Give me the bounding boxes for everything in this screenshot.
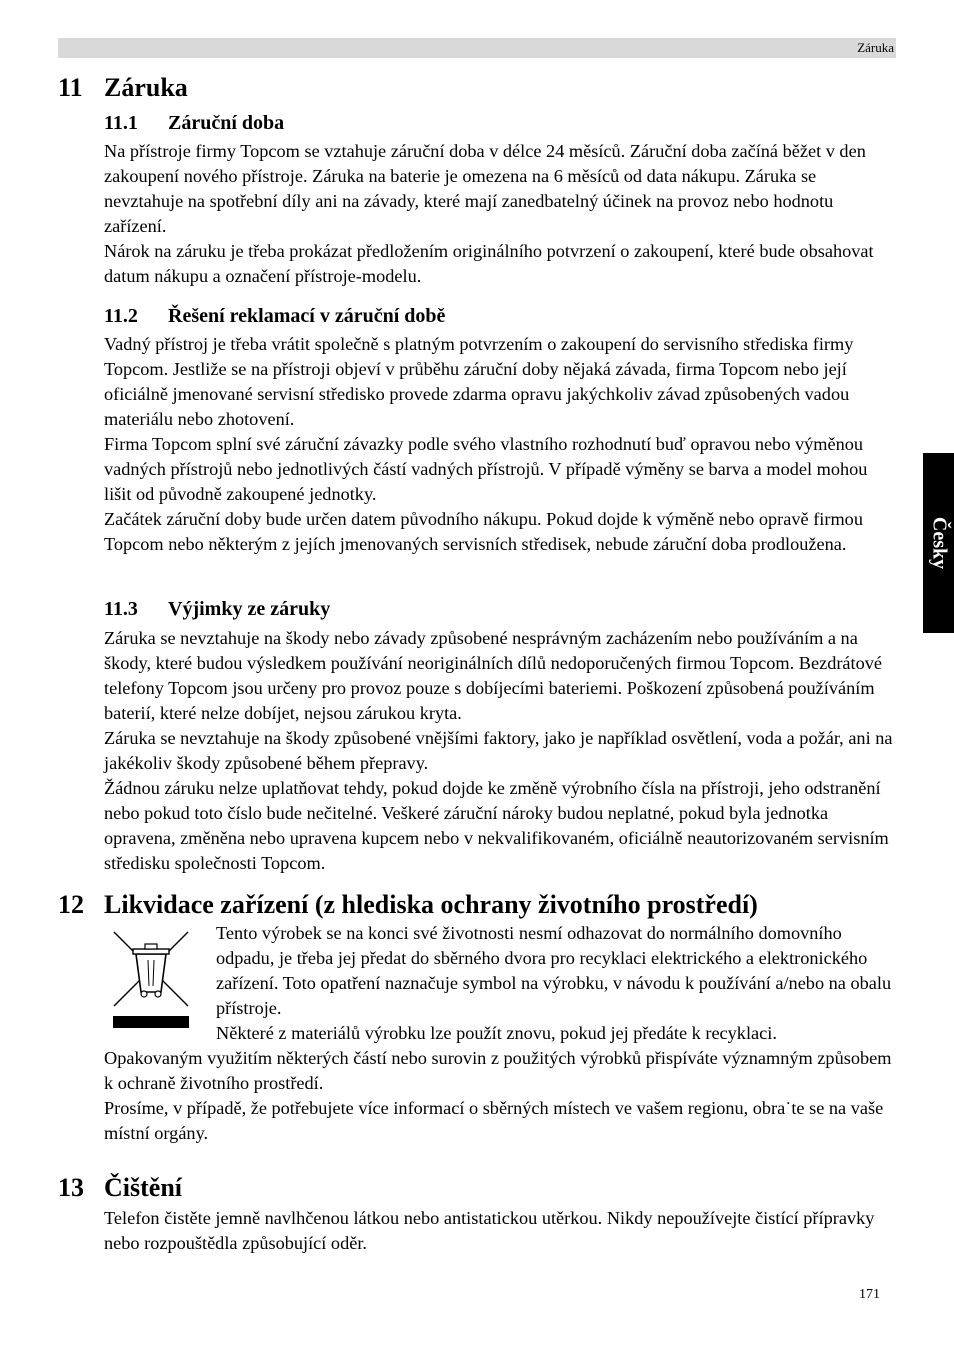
header-title: Záruka <box>857 40 894 55</box>
paragraph: Firma Topcom splní své záruční závazky podle svého vlastního rozhodnutí buď opravou nebo výměnou vadných přístrojů nebo jednotlivých částí vadných přístrojů. V případě výměny se barva a model mohou lišit od původně zakoupené jednotky. <box>104 434 868 504</box>
section-12-heading <box>58 890 758 920</box>
weee-crossed-bin-icon <box>112 930 190 1030</box>
paragraph: Začátek záruční doby bude určen datem původního nákupu. Pokud dojde k výměně nebo opravě firmou Topcom nebo některým z jejích jmenovaných servisních středisek, nebude záruční doba prodloužena. <box>104 509 863 554</box>
section-number: 11 <box>58 73 83 102</box>
subsection-number: 11.2 <box>104 305 138 327</box>
section-number: 12 <box>58 890 84 919</box>
section-11-1-heading <box>104 112 284 135</box>
section-11-heading <box>58 73 188 103</box>
paragraph: Záruka se nevztahuje na škody nebo závady způsobené nesprávným zacházením nebo používáním a na škody, které budou výsledkem používání neoriginálních dílů nedoporučených firmou Topcom. Bezdrátové telefony Topcom jsou určeny pro provoz pouze s dobíjecími bateriemi. Poškození způsobená používáním baterií, které nelze dobíjet, nejsou zárukou kryta. <box>104 628 883 723</box>
language-side-tab <box>923 453 954 633</box>
section-title: Čištění <box>104 1173 182 1202</box>
section-12-body-beside-icon <box>216 921 896 1046</box>
paragraph: Záruka se nevztahuje na škody způsobené vnějšími faktory, jako je například osvětlení, voda a požár, ani na jakékoliv škody způsobené během přepravy. <box>104 728 893 773</box>
section-11-1-body <box>104 139 896 289</box>
section-11-2-body <box>104 332 896 557</box>
paragraph: Telefon čistěte jemně navlhčenou látkou nebo antistatickou utěrkou. Nikdy nepoužívejte čistící přípravky nebo rozpouštědla způsobující oděr. <box>104 1208 875 1253</box>
paragraph: Opakovaným využitím některých částí nebo surovin z použitých výrobků přispíváte významným způsobem k ochraně životního prostředí. <box>104 1048 892 1093</box>
subsection-number: 11.3 <box>104 598 138 620</box>
section-11-3-heading <box>104 598 330 621</box>
subsection-title: Výjimky ze záruky <box>168 598 331 620</box>
paragraph: Žádnou záruku nelze uplatňovat tehdy, pokud dojde ke změně výrobního čísla na přístroji, jeho odstranění nebo pokud toto číslo bude nečitelné. Veškeré záruční nároky budou neplatné, pokud byla jednotka opravena, změněna nebo upravena kupcem nebo v nekvalifikovaném, oficiálně neautorizovaném servisním středisku společnosti Topcom. <box>104 778 889 873</box>
paragraph: Tento výrobek se na konci své životnosti nesmí odhazovat do normálního domovního odpadu, je třeba jej předat do sběrného dvora pro recyklaci elektrického a elektronického zařízení. Toto opatření naznačuje symbol na výrobku, v návodu k používání a/nebo na obalu přístroje. <box>216 923 892 1018</box>
section-number: 13 <box>58 1173 84 1202</box>
paragraph: Vadný přístroj je třeba vrátit společně s platným potvrzením o zakoupení do servisního střediska firmy Topcom. Jestliže se na přístroji objeví v průběhu záruční doby nějaká závada, firma Topcom nebo její oficiálně jmenované servisní středisko provede zdarma opravu jakýchkoliv závad způsobených vadou materiálu nebo zhotovení. <box>104 334 854 429</box>
section-title: Likvidace zařízení (z hlediska ochrany životního prostředí) <box>104 890 758 919</box>
subsection-title: Řešení reklamací v záruční době <box>168 305 446 327</box>
header-bar <box>58 38 896 58</box>
page-number: 171 <box>859 1287 880 1302</box>
section-13-heading <box>58 1173 182 1203</box>
section-12-body <box>104 1046 896 1146</box>
subsection-title: Záruční doba <box>168 112 285 134</box>
paragraph: Některé z materiálů výrobku lze použít znovu, pokud jej předáte k recyklaci. <box>216 1023 777 1043</box>
section-title: Záruka <box>104 73 188 102</box>
language-tab-label: Česky <box>928 516 950 570</box>
paragraph: Nárok na záruku je třeba prokázat předložením originálního potvrzení o zakoupení, které bude obsahovat datum nákupu a označení přístroje-modelu. <box>104 241 874 286</box>
section-11-3-body <box>104 626 896 876</box>
paragraph: Prosíme, v případě, že potřebujete více informací o sběrných místech ve vašem regionu, obra˙te se na vaše místní orgány. <box>104 1098 884 1143</box>
section-11-2-heading <box>104 305 445 328</box>
section-13-body <box>104 1206 896 1256</box>
paragraph: Na přístroje firmy Topcom se vztahuje záruční doba v délce 24 měsíců. Záruční doba začíná běžet v den zakoupení nového přístroje. Záruka na baterie je omezena na 6 měsíců od data nákupu. Záruka se nevztahuje na spotřební díly ani na závady, které mají zanedbatelný účinek na provoz nebo hodnotu zařízení. <box>104 141 866 236</box>
subsection-number: 11.1 <box>104 112 138 134</box>
